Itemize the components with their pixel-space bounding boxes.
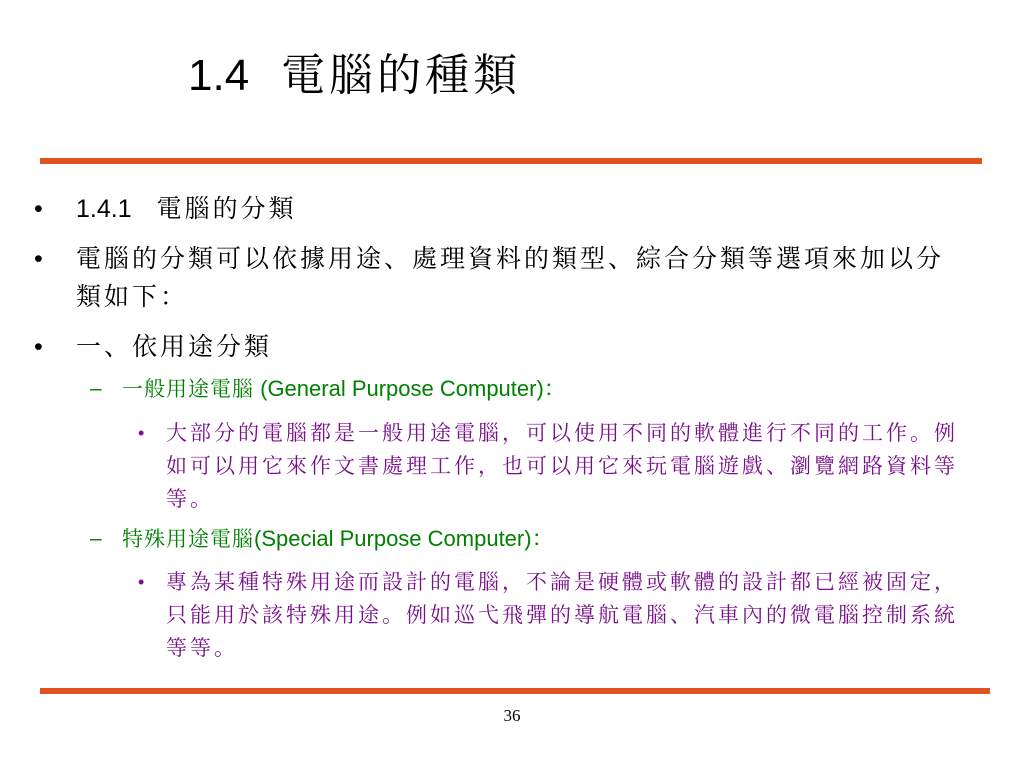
bullet-dot: • bbox=[34, 245, 43, 273]
sub-bullet-dot: • bbox=[138, 423, 148, 443]
section-heading-en: (Special Purpose Computer)： bbox=[254, 526, 554, 551]
bullet-text: 電腦的分類可以依據用途、處理資料的類型、綜合分類等選項來加以分類如下： bbox=[76, 244, 945, 311]
title-text: 電腦的種類 bbox=[281, 50, 522, 101]
top-divider bbox=[40, 158, 982, 164]
bullet-item-2 bbox=[34, 240, 966, 316]
bullet-text: 一、依用途分類 bbox=[76, 332, 273, 361]
bullet-item-1 bbox=[34, 190, 976, 228]
bottom-divider bbox=[40, 688, 990, 694]
bullet-item-3 bbox=[34, 328, 966, 366]
dash-marker: – bbox=[90, 527, 103, 550]
section-heading-zh: 特殊用途電腦 bbox=[122, 527, 254, 551]
dash-marker: – bbox=[90, 377, 103, 400]
bullet-dot: • bbox=[34, 333, 43, 361]
section-description-special bbox=[138, 566, 966, 665]
bullet-dot: • bbox=[34, 195, 43, 223]
sub-bullet-dot: • bbox=[138, 572, 148, 592]
section-description-text: 專為某種特殊用途而設計的電腦，不論是硬體或軟體的設計都已經被固定，只能用於該特殊用途。例如巡弋飛彈的導航電腦、汽車內的微電腦控制系統等等。 bbox=[166, 570, 958, 660]
bullet-text: 電腦的分類 bbox=[156, 194, 297, 223]
title-number: 1.4 bbox=[188, 51, 250, 100]
page-number: 36 bbox=[503, 706, 521, 725]
section-heading-en: (General Purpose Computer)： bbox=[254, 376, 566, 401]
bullet-number: 1.4.1 bbox=[76, 195, 132, 223]
section-heading-general bbox=[90, 374, 566, 404]
section-heading-special bbox=[90, 524, 554, 554]
slide-title bbox=[188, 52, 521, 100]
section-heading-zh: 一般用途電腦 bbox=[122, 377, 254, 401]
section-description-text: 大部分的電腦都是一般用途電腦，可以使用不同的軟體進行不同的工作。例如可以用它來作文書處理工作，也可以用它來玩電腦遊戲、瀏覽網路資料等等。 bbox=[166, 421, 958, 511]
section-description-general bbox=[138, 417, 966, 516]
